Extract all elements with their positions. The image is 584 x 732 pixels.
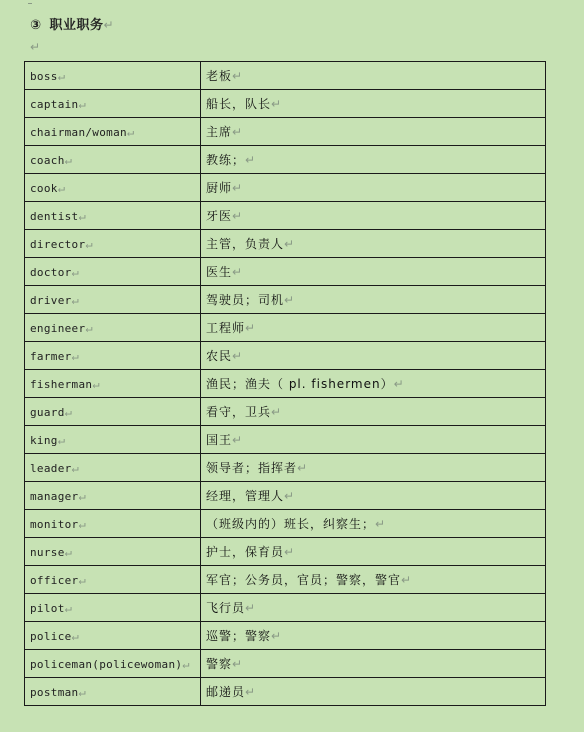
cell-end-mark-icon: ↵ bbox=[85, 236, 93, 251]
table-row bbox=[25, 174, 546, 202]
english-word: dentist bbox=[30, 209, 79, 223]
english-word: nurse bbox=[30, 545, 65, 559]
chinese-meaning: 军官；公务员，官员；警察，警官 bbox=[206, 573, 402, 587]
table-row bbox=[25, 230, 546, 258]
chinese-meaning: 巡警；警察 bbox=[206, 629, 272, 643]
cell-end-mark-icon: ↵ bbox=[245, 685, 257, 699]
chinese-meaning: 渔民；渔夫（ pl. fishermen） bbox=[206, 377, 394, 391]
english-word-cell bbox=[25, 594, 201, 622]
cell-end-mark-icon: ↵ bbox=[284, 293, 296, 307]
table-row bbox=[25, 258, 546, 286]
table-row bbox=[25, 398, 546, 426]
section-heading bbox=[30, 14, 114, 33]
english-word-cell bbox=[25, 174, 201, 202]
vocabulary-table bbox=[24, 61, 546, 706]
cell-end-mark-icon: ↵ bbox=[78, 208, 86, 223]
english-word: king bbox=[30, 433, 58, 447]
table-row bbox=[25, 370, 546, 398]
english-word: officer bbox=[30, 573, 79, 587]
english-word: director bbox=[30, 237, 86, 251]
table-row bbox=[25, 678, 546, 706]
chinese-meaning: 船长，队长 bbox=[206, 97, 272, 111]
chinese-meaning-cell bbox=[201, 146, 546, 174]
paragraph-mark-icon: ↵ bbox=[103, 18, 115, 32]
chinese-meaning-cell bbox=[201, 426, 546, 454]
cell-end-mark-icon: ↵ bbox=[78, 488, 86, 503]
chinese-meaning-cell bbox=[201, 62, 546, 90]
cell-end-mark-icon: ↵ bbox=[64, 600, 73, 615]
chinese-meaning: 领导者；指挥者 bbox=[206, 461, 298, 475]
table-row bbox=[25, 566, 546, 594]
table-row bbox=[25, 62, 546, 90]
cell-end-mark-icon: ↵ bbox=[78, 516, 86, 531]
english-word-cell bbox=[25, 62, 201, 90]
chinese-meaning: 医生 bbox=[206, 265, 233, 279]
english-word: manager bbox=[30, 489, 79, 503]
chinese-meaning-cell bbox=[201, 174, 546, 202]
english-word-cell bbox=[25, 146, 201, 174]
empty-paragraph-mark-icon: ↵ bbox=[30, 40, 41, 54]
cell-end-mark-icon: ↵ bbox=[78, 96, 86, 111]
chinese-meaning: 工程师 bbox=[206, 321, 246, 335]
cell-end-mark-icon: ↵ bbox=[71, 460, 80, 475]
chinese-meaning: 厨师 bbox=[206, 181, 233, 195]
cell-end-mark-icon: ↵ bbox=[64, 404, 73, 419]
english-word-cell bbox=[25, 454, 201, 482]
english-word-cell bbox=[25, 90, 201, 118]
english-word-cell bbox=[25, 286, 201, 314]
cell-end-mark-icon: ↵ bbox=[271, 97, 283, 111]
chinese-meaning-cell bbox=[201, 342, 546, 370]
cell-end-mark-icon: ↵ bbox=[57, 432, 66, 447]
cell-end-mark-icon: ↵ bbox=[245, 153, 257, 167]
chinese-meaning-cell bbox=[201, 90, 546, 118]
english-word: guard bbox=[30, 405, 65, 419]
chinese-meaning-cell bbox=[201, 258, 546, 286]
cell-end-mark-icon: ↵ bbox=[232, 209, 244, 223]
cell-end-mark-icon: ↵ bbox=[64, 544, 73, 559]
chinese-meaning-cell bbox=[201, 202, 546, 230]
table-row bbox=[25, 118, 546, 146]
cell-end-mark-icon: ↵ bbox=[126, 124, 135, 139]
chinese-meaning-cell bbox=[201, 118, 546, 146]
english-word: farmer bbox=[30, 349, 72, 363]
cell-end-mark-icon: ↵ bbox=[232, 433, 244, 447]
table-row bbox=[25, 146, 546, 174]
cell-end-mark-icon: ↵ bbox=[393, 377, 405, 391]
chinese-meaning: 农民 bbox=[206, 349, 233, 363]
table-row bbox=[25, 314, 546, 342]
cell-end-mark-icon: ↵ bbox=[245, 601, 257, 615]
english-word-cell bbox=[25, 678, 201, 706]
table-row bbox=[25, 454, 546, 482]
cell-end-mark-icon: ↵ bbox=[232, 69, 244, 83]
english-word-cell bbox=[25, 426, 201, 454]
english-word-cell bbox=[25, 118, 201, 146]
english-word-cell bbox=[25, 510, 201, 538]
cell-end-mark-icon: ↵ bbox=[57, 180, 66, 195]
table-row bbox=[25, 594, 546, 622]
table-row bbox=[25, 202, 546, 230]
english-word: chairman/woman bbox=[30, 125, 127, 139]
section-number: ③ bbox=[30, 18, 42, 33]
cell-end-mark-icon: ↵ bbox=[271, 405, 283, 419]
english-word-cell bbox=[25, 538, 201, 566]
chinese-meaning: 邮递员 bbox=[206, 685, 246, 699]
chinese-meaning-cell bbox=[201, 230, 546, 258]
cell-end-mark-icon: ↵ bbox=[232, 265, 244, 279]
chinese-meaning-cell bbox=[201, 454, 546, 482]
chinese-meaning: 教练； bbox=[206, 153, 246, 167]
cell-end-mark-icon: ↵ bbox=[78, 572, 86, 587]
cell-end-mark-icon: ↵ bbox=[232, 125, 244, 139]
english-word: leader bbox=[30, 461, 72, 475]
english-word: boss bbox=[30, 69, 58, 83]
table-row bbox=[25, 510, 546, 538]
english-word: monitor bbox=[30, 517, 79, 531]
table-row bbox=[25, 286, 546, 314]
cell-end-mark-icon: ↵ bbox=[92, 376, 100, 391]
english-word-cell bbox=[25, 482, 201, 510]
vocabulary-table-body bbox=[25, 62, 546, 706]
english-word-cell bbox=[25, 230, 201, 258]
chinese-meaning-cell bbox=[201, 286, 546, 314]
chinese-meaning-cell bbox=[201, 594, 546, 622]
english-word: pilot bbox=[30, 601, 65, 615]
cell-end-mark-icon: ↵ bbox=[71, 264, 80, 279]
cell-end-mark-icon: ↵ bbox=[232, 657, 244, 671]
english-word-cell bbox=[25, 370, 201, 398]
chinese-meaning-cell bbox=[201, 370, 546, 398]
cell-end-mark-icon: ↵ bbox=[71, 292, 80, 307]
cell-end-mark-icon: ↵ bbox=[57, 68, 66, 83]
english-word-cell bbox=[25, 566, 201, 594]
english-word-cell bbox=[25, 314, 201, 342]
english-word: engineer bbox=[30, 321, 86, 335]
chinese-meaning-cell bbox=[201, 678, 546, 706]
english-word: captain bbox=[30, 97, 79, 111]
cell-end-mark-icon: ↵ bbox=[78, 684, 86, 699]
previous-page-remnant bbox=[28, 0, 32, 4]
chinese-meaning: 国王 bbox=[206, 433, 233, 447]
english-word-cell bbox=[25, 622, 201, 650]
chinese-meaning: 警察 bbox=[206, 657, 233, 671]
cell-end-mark-icon: ↵ bbox=[271, 629, 283, 643]
cell-end-mark-icon: ↵ bbox=[232, 349, 244, 363]
english-word: fisherman bbox=[30, 377, 93, 391]
english-word-cell bbox=[25, 342, 201, 370]
section-title: 职业职务 bbox=[49, 18, 104, 33]
chinese-meaning: （班级内的）班长，纠察生； bbox=[206, 517, 376, 531]
chinese-meaning-cell bbox=[201, 538, 546, 566]
table-row bbox=[25, 426, 546, 454]
table-row bbox=[25, 90, 546, 118]
english-word: coach bbox=[30, 153, 65, 167]
table-row bbox=[25, 538, 546, 566]
chinese-meaning-cell bbox=[201, 650, 546, 678]
chinese-meaning: 主席 bbox=[206, 125, 233, 139]
english-word-cell bbox=[25, 202, 201, 230]
chinese-meaning-cell bbox=[201, 314, 546, 342]
chinese-meaning-cell bbox=[201, 482, 546, 510]
table-row bbox=[25, 650, 546, 678]
english-word: driver bbox=[30, 293, 72, 307]
chinese-meaning-cell bbox=[201, 398, 546, 426]
cell-end-mark-icon: ↵ bbox=[401, 573, 413, 587]
chinese-meaning-cell bbox=[201, 566, 546, 594]
chinese-meaning: 护士，保育员 bbox=[206, 545, 285, 559]
cell-end-mark-icon: ↵ bbox=[64, 152, 73, 167]
table-row bbox=[25, 342, 546, 370]
chinese-meaning: 飞行员 bbox=[206, 601, 246, 615]
chinese-meaning-cell bbox=[201, 622, 546, 650]
english-word-cell bbox=[25, 398, 201, 426]
english-word: postman bbox=[30, 685, 79, 699]
chinese-meaning: 老板 bbox=[206, 69, 233, 83]
table-row bbox=[25, 622, 546, 650]
cell-end-mark-icon: ↵ bbox=[375, 517, 387, 531]
chinese-meaning: 牙医 bbox=[206, 209, 233, 223]
chinese-meaning: 主管，负责人 bbox=[206, 237, 285, 251]
cell-end-mark-icon: ↵ bbox=[245, 321, 257, 335]
cell-end-mark-icon: ↵ bbox=[284, 489, 296, 503]
chinese-meaning-cell bbox=[201, 510, 546, 538]
cell-end-mark-icon: ↵ bbox=[284, 545, 296, 559]
cell-end-mark-icon: ↵ bbox=[71, 348, 80, 363]
cell-end-mark-icon: ↵ bbox=[297, 461, 309, 475]
english-word: cook bbox=[30, 181, 58, 195]
chinese-meaning: 看守，卫兵 bbox=[206, 405, 272, 419]
table-row bbox=[25, 482, 546, 510]
english-word: police bbox=[30, 629, 72, 643]
cell-end-mark-icon: ↵ bbox=[182, 656, 190, 671]
cell-end-mark-icon: ↵ bbox=[71, 628, 80, 643]
english-word: policeman(policewoman) bbox=[30, 657, 183, 671]
english-word-cell bbox=[25, 650, 201, 678]
english-word: doctor bbox=[30, 265, 72, 279]
english-word-cell bbox=[25, 258, 201, 286]
chinese-meaning: 经理，管理人 bbox=[206, 489, 285, 503]
chinese-meaning: 驾驶员；司机 bbox=[206, 293, 285, 307]
cell-end-mark-icon: ↵ bbox=[232, 181, 244, 195]
cell-end-mark-icon: ↵ bbox=[85, 320, 93, 335]
cell-end-mark-icon: ↵ bbox=[284, 237, 296, 251]
